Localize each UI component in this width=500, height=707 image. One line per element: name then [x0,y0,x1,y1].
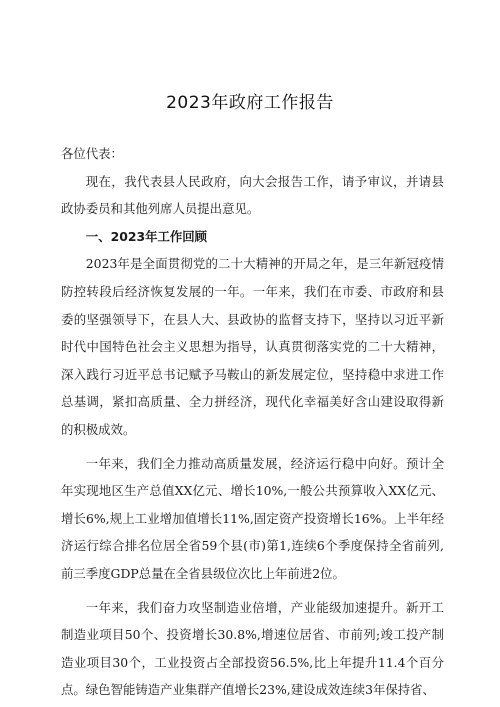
body-paragraph: 一年来，我们奋力攻坚制造业倍增，产业能级加速提升。新开工制造业项目50个、投资增长30.8%,增速位居省、市前列;竣工投产制造业项目30个，工业投资占全部投资56.5%,比上年提升11.4个百分点。绿色智能铸造产业集群产值增长23%,建设成效连续3年保持省、 [61,599,444,698]
body-paragraph: 2023年是全面贯彻党的二十大精神的开局之年，是三年新冠疫情防控转段后经济恢复发展的一年。一年来，我们在市委、市政府和县委的坚强领导下，在县人大、县政协的监督支持下，坚持以习近平新时代中国特色社会主义思想为指导，认真贯彻落实党的二十大精神，深入践行习近平总书记赋予马鞍山的新发展定位，坚持稳中求进工作总基调，紧扣高质量、全力拼经济，现代化幸福美好含山建设取得新的积极成效。 [61,256,444,437]
document-body [61,140,444,704]
salutation: 各位代表： [61,146,123,161]
body-paragraph: 一年来，我们全力推动高质量发展，经济运行稳中向好。预计全年实现地区生产总值XX亿元、增长10%,一般公共预算收入XX亿元、增长6%,规上工业增加值增长11%,固定资产投资增长16%。上半年经济运行综合排名位居全省59个县(市)第1,连续6个季度保持全省前列,前三季度GDP总量在全省县级位次比上年前进2位。 [61,455,444,581]
document-title: 2023年政府工作报告 [166,93,334,113]
section-heading: 一、2023年工作回顾 [85,228,208,244]
intro-paragraph: 现在，我代表县人民政府，向大会报告工作，请予审议，并请县政协委员和其他列席人员提出意见。 [61,173,444,217]
